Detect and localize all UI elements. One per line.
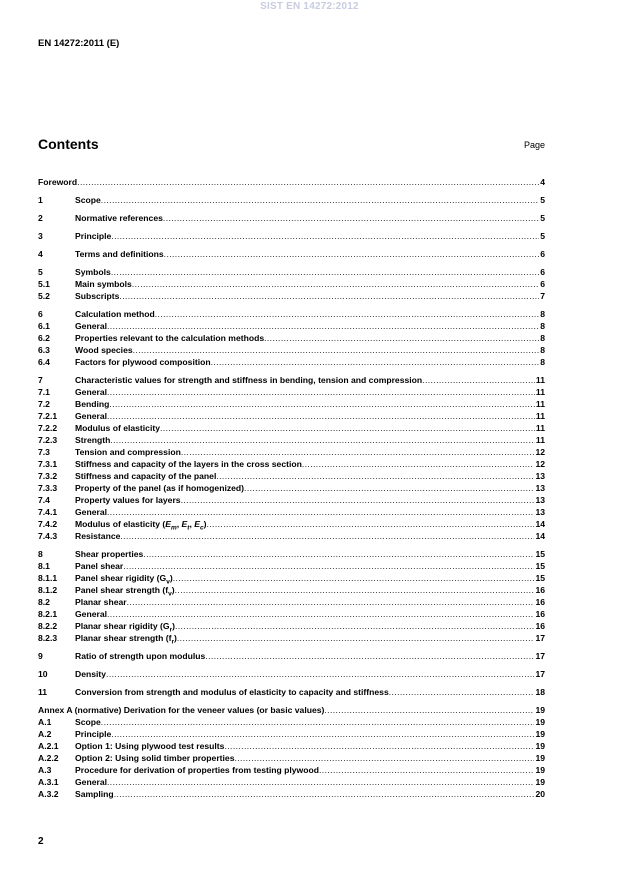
toc-entry-number: 7.3.2	[38, 471, 58, 481]
toc-entry-title: Tension and compression	[75, 447, 181, 457]
toc-entry-title: Scope	[75, 717, 101, 727]
toc-entry-page: 6	[540, 267, 545, 277]
toc-entry-number: 8.2.2	[38, 621, 58, 631]
toc-leader-dots	[181, 446, 535, 458]
toc-entry-number: 6	[38, 309, 43, 319]
toc-entry-number: 8.2	[38, 597, 50, 607]
toc-entry[interactable]	[38, 596, 545, 608]
toc-entry-number: 7.4.1	[38, 507, 58, 517]
toc-entry[interactable]	[38, 194, 545, 206]
toc-entry-title: Stiffness and capacity of the layers in the cross section	[75, 459, 302, 469]
toc-entry-number: A.3.1	[38, 777, 59, 787]
toc-entry-number: 7.4.2	[38, 519, 58, 529]
toc-entry-number: A.2.1	[38, 741, 59, 751]
toc-entry-title: General	[75, 507, 108, 517]
toc-entry-title: Bending	[75, 399, 110, 409]
toc-entry-page: 19	[535, 765, 545, 775]
toc-entry-page: 15	[535, 549, 545, 559]
toc-entry-title: Density	[75, 669, 107, 679]
toc-entry-title: Principle	[75, 231, 112, 241]
toc-entry-number: A.2	[38, 729, 52, 739]
toc-entry-number: 6.4	[38, 357, 50, 367]
toc-entry-number: 6.3	[38, 345, 50, 355]
toc-entry-page: 19	[535, 729, 545, 739]
page-column-header: Page	[523, 140, 545, 150]
toc-entry-page: 15	[535, 573, 545, 583]
toc-entry-title: Calculation method	[75, 309, 155, 319]
toc-leader-dots	[181, 494, 535, 506]
toc-entry-page: 5	[540, 195, 545, 205]
toc-entry-number: 5	[38, 267, 43, 277]
toc-entry-page: 7	[540, 291, 545, 301]
toc-entry-number: A.2.2	[38, 753, 59, 763]
toc-leader-dots	[264, 332, 539, 344]
toc-entry[interactable]	[38, 398, 545, 410]
toc-leader-dots	[107, 776, 534, 788]
toc-entry[interactable]	[38, 650, 545, 662]
toc-entry-number: 8.1	[38, 561, 50, 571]
toc-leader-dots	[143, 548, 534, 560]
toc-entry-title: Property of the panel (as if homogenized)	[75, 483, 245, 493]
toc-entry[interactable]	[38, 632, 545, 644]
toc-entry-number: 9	[38, 651, 43, 661]
toc-entry-page: 5	[540, 213, 545, 223]
toc-entry[interactable]	[38, 728, 545, 740]
toc-entry-number: 7.1	[38, 387, 50, 397]
toc-entry[interactable]	[38, 212, 545, 224]
toc-leader-dots	[101, 194, 539, 206]
toc-leader-dots	[111, 230, 539, 242]
toc-leader-dots	[173, 572, 535, 584]
toc-entry-number: 11	[38, 687, 48, 697]
toc-entry-title: Planar shear rigidity $(G_r)$	[75, 621, 175, 632]
toc-entry-number: 7.2.3	[38, 435, 58, 445]
watermark: SIST EN 14272:2012	[260, 1, 359, 12]
toc-entry[interactable]	[38, 356, 545, 368]
toc-leader-dots	[109, 398, 535, 410]
toc-entry-page: 12	[535, 459, 545, 469]
toc-entry-page: 11	[535, 435, 545, 445]
document-id: EN 14272:2011 (E)	[38, 38, 120, 49]
toc-entry-title: Factors for plywood composition	[75, 357, 211, 367]
toc-entry-page: 4	[540, 177, 545, 187]
toc-leader-dots	[111, 266, 539, 278]
contents-heading: Contents	[38, 136, 99, 152]
toc-entry-page: 17	[535, 669, 545, 679]
toc-entry-number: 8	[38, 549, 43, 559]
toc-entry-title: Option 2: Using solid timber properties	[75, 753, 235, 763]
toc-entry-title: Panel shear rigidity $(G_v)$	[75, 573, 173, 584]
toc-entry-number: 5.1	[38, 279, 50, 289]
toc-entry-page: 8	[540, 357, 545, 367]
toc-entry-page: 11	[535, 375, 545, 385]
toc-entry-number: 7.2.1	[38, 411, 58, 421]
toc-entry[interactable]	[38, 668, 545, 680]
toc-entry-number: 3	[38, 231, 43, 241]
toc-entry-number: 8.2.3	[38, 633, 58, 643]
toc-entry-title: Subscripts	[75, 291, 120, 301]
toc-entry-title: Foreword	[38, 177, 78, 187]
toc-entry-title: Annex A (normative) Derivation for the veneer values (or basic values)	[38, 705, 325, 715]
toc-leader-dots	[133, 344, 540, 356]
toc-entry-title: Stiffness and capacity of the panel	[75, 471, 217, 481]
toc-entry-title: Terms and definitions	[75, 249, 164, 259]
toc-entry[interactable]	[38, 704, 545, 716]
toc-entry[interactable]	[38, 320, 545, 332]
toc-entry[interactable]	[38, 176, 545, 188]
toc-entry-title: Characteristic values for strength and stiffness in bending, tension and compression	[75, 375, 423, 385]
toc-leader-dots	[77, 176, 539, 188]
toc-entry-page: 13	[535, 495, 545, 505]
toc-leader-dots	[177, 632, 535, 644]
toc-leader-dots	[389, 686, 535, 698]
toc-leader-dots	[110, 434, 535, 446]
toc-entry-title: Shear properties	[75, 549, 144, 559]
toc-entry-page: 12	[535, 447, 545, 457]
toc-entry-number: 5.2	[38, 291, 50, 301]
toc-leader-dots	[107, 506, 534, 518]
toc-entry[interactable]	[38, 716, 545, 728]
toc-entry[interactable]	[38, 530, 545, 542]
toc-entry-title: General	[75, 777, 108, 787]
toc-entry-page: 8	[540, 333, 545, 343]
toc-entry-page: 19	[535, 741, 545, 751]
toc-entry[interactable]	[38, 446, 545, 458]
toc-entry[interactable]	[38, 386, 545, 398]
toc-entry[interactable]	[38, 506, 545, 518]
toc-leader-dots	[206, 518, 534, 530]
toc-leader-dots	[216, 470, 534, 482]
toc-entry-page: 11	[535, 423, 545, 433]
toc-entry-number: 1	[38, 195, 43, 205]
toc-entry-page: 20	[535, 789, 545, 799]
toc-leader-dots	[319, 764, 534, 776]
toc-entry-page: 16	[535, 621, 545, 631]
toc-entry-page: 13	[535, 471, 545, 481]
toc-leader-dots	[127, 596, 535, 608]
toc-entry-page: 8	[540, 345, 545, 355]
toc-entry-page: 16	[535, 609, 545, 619]
toc-entry[interactable]	[38, 572, 545, 584]
toc-entry-title: Panel shear	[75, 561, 124, 571]
toc-leader-dots	[302, 458, 535, 470]
toc-entry[interactable]	[38, 422, 545, 434]
toc-entry-title: Conversion from strength and modulus of elasticity to capacity and stiffness	[75, 687, 389, 697]
toc-entry-title: General	[75, 411, 108, 421]
toc-leader-dots	[324, 704, 534, 716]
toc-entry[interactable]	[38, 458, 545, 470]
toc-entry[interactable]	[38, 290, 545, 302]
toc-leader-dots	[163, 212, 539, 224]
toc-entry[interactable]	[38, 374, 545, 386]
toc-entry-number: 10	[38, 669, 48, 679]
toc-entry-title: Planar shear	[75, 597, 127, 607]
toc-entry[interactable]	[38, 608, 545, 620]
toc-entry-title: Option 1: Using plywood test results	[75, 741, 225, 751]
toc-entry[interactable]	[38, 332, 545, 344]
toc-leader-dots	[211, 356, 540, 368]
toc-leader-dots	[164, 248, 540, 260]
toc-entry-number: A.3.2	[38, 789, 59, 799]
toc-entry[interactable]	[38, 410, 545, 422]
toc-entry-title: Properties relevant to the calculation methods	[75, 333, 265, 343]
toc-entry-title: Main symbols	[75, 279, 132, 289]
toc-entry-number: 8.1.2	[38, 585, 58, 595]
toc-entry[interactable]	[38, 788, 545, 800]
toc-leader-dots	[123, 560, 534, 572]
toc-entry-page: 11	[535, 387, 545, 397]
toc-entry-number: 7.3.3	[38, 483, 58, 493]
toc-leader-dots	[120, 530, 534, 542]
toc-entry-number: A.1	[38, 717, 52, 727]
toc-entry-page: 13	[535, 483, 545, 493]
toc-entry-title: Normative references	[75, 213, 163, 223]
toc-leader-dots	[205, 650, 534, 662]
toc-entry[interactable]	[38, 434, 545, 446]
toc-entry[interactable]	[38, 752, 545, 764]
toc-leader-dots	[175, 620, 534, 632]
toc-entry-number: A.3	[38, 765, 52, 775]
toc-entry-title: Sampling	[75, 789, 114, 799]
toc-entry[interactable]	[38, 518, 545, 530]
toc-entry-title: Panel shear strength $(f_v)$	[75, 585, 175, 596]
toc-entry[interactable]	[38, 548, 545, 560]
toc-entry-title: Wood species	[75, 345, 133, 355]
toc-entry-number: 2	[38, 213, 43, 223]
toc-entry-number: 8.1.1	[38, 573, 58, 583]
toc-entry-page: 18	[535, 687, 545, 697]
toc-entry-title: Principle	[75, 729, 112, 739]
toc-leader-dots	[224, 740, 534, 752]
toc-entry[interactable]	[38, 266, 545, 278]
toc-entry-number: 7	[38, 375, 43, 385]
toc-leader-dots	[132, 278, 539, 290]
toc-leader-dots	[107, 410, 535, 422]
toc-entry-number: 6.2	[38, 333, 50, 343]
toc-entry-title: General	[75, 321, 108, 331]
table-of-contents	[38, 176, 545, 800]
toc-entry-page: 19	[535, 777, 545, 787]
toc-entry-number: 6.1	[38, 321, 50, 331]
toc-entry-number: 7.4.3	[38, 531, 58, 541]
toc-leader-dots	[160, 422, 535, 434]
toc-entry-page: 14	[535, 531, 545, 541]
toc-entry[interactable]	[38, 248, 545, 260]
toc-entry[interactable]	[38, 344, 545, 356]
toc-entry-title: Ratio of strength upon modulus	[75, 651, 206, 661]
toc-entry-number: 7.3.1	[38, 459, 58, 469]
toc-leader-dots	[422, 374, 535, 386]
toc-entry-number: 4	[38, 249, 43, 259]
toc-entry[interactable]	[38, 620, 545, 632]
toc-entry[interactable]	[38, 470, 545, 482]
toc-leader-dots	[107, 320, 539, 332]
toc-leader-dots	[111, 728, 534, 740]
toc-entry-page: 13	[535, 507, 545, 517]
toc-entry-page: 19	[535, 717, 545, 727]
toc-entry-page: 5	[540, 231, 545, 241]
toc-entry-page: 15	[535, 561, 545, 571]
toc-entry-title: Procedure for derivation of properties from testing plywood	[75, 765, 319, 775]
toc-entry-page: 19	[535, 753, 545, 763]
toc-entry[interactable]	[38, 308, 545, 320]
toc-entry-title: Modulus of elasticity	[75, 423, 160, 433]
toc-entry-title: Strength	[75, 435, 111, 445]
toc-leader-dots	[101, 716, 535, 728]
toc-entry-title: Modulus of elasticity ($E_m$, $E_t$, $E_c$)	[75, 519, 207, 530]
toc-entry[interactable]	[38, 482, 545, 494]
toc-entry-page: 8	[540, 321, 545, 331]
toc-leader-dots	[175, 584, 535, 596]
toc-entry[interactable]	[38, 560, 545, 572]
toc-leader-dots	[155, 308, 539, 320]
toc-entry[interactable]	[38, 764, 545, 776]
toc-entry-page: 16	[535, 585, 545, 595]
toc-entry[interactable]	[38, 494, 545, 506]
toc-entry-title: General	[75, 387, 108, 397]
toc-entry-number: 7.4	[38, 495, 50, 505]
toc-entry-number: 7.2	[38, 399, 50, 409]
toc-entry-number: 7.2.2	[38, 423, 58, 433]
toc-leader-dots	[114, 788, 535, 800]
toc-entry-title: Scope	[75, 195, 101, 205]
toc-entry-page: 16	[535, 597, 545, 607]
toc-entry[interactable]	[38, 740, 545, 752]
toc-entry-page: 11	[535, 399, 545, 409]
toc-entry-title: General	[75, 609, 108, 619]
toc-entry[interactable]	[38, 776, 545, 788]
toc-entry[interactable]	[38, 584, 545, 596]
page-number: 2	[38, 836, 44, 847]
toc-entry-page: 19	[535, 705, 545, 715]
toc-entry[interactable]	[38, 686, 545, 698]
toc-entry-page: 11	[535, 411, 545, 421]
toc-entry[interactable]	[38, 230, 545, 242]
toc-entry-page: 6	[540, 279, 545, 289]
toc-entry-number: 8.2.1	[38, 609, 58, 619]
toc-entry-page: 17	[535, 651, 545, 661]
toc-leader-dots	[119, 290, 539, 302]
toc-leader-dots	[107, 608, 534, 620]
toc-entry-title: Planar shear strength $(f_r)$	[75, 633, 177, 644]
toc-leader-dots	[106, 668, 534, 680]
toc-entry-title: Property values for layers	[75, 495, 181, 505]
toc-leader-dots	[244, 482, 534, 494]
toc-entry-page: 6	[540, 249, 545, 259]
toc-entry-page: 14	[535, 519, 545, 529]
toc-entry-title: Resistance	[75, 531, 121, 541]
toc-leader-dots	[234, 752, 534, 764]
toc-entry-page: 8	[540, 309, 545, 319]
toc-entry-number: 7.3	[38, 447, 50, 457]
toc-entry-title: Symbols	[75, 267, 111, 277]
toc-entry-page: 17	[535, 633, 545, 643]
toc-leader-dots	[107, 386, 535, 398]
toc-entry[interactable]	[38, 278, 545, 290]
